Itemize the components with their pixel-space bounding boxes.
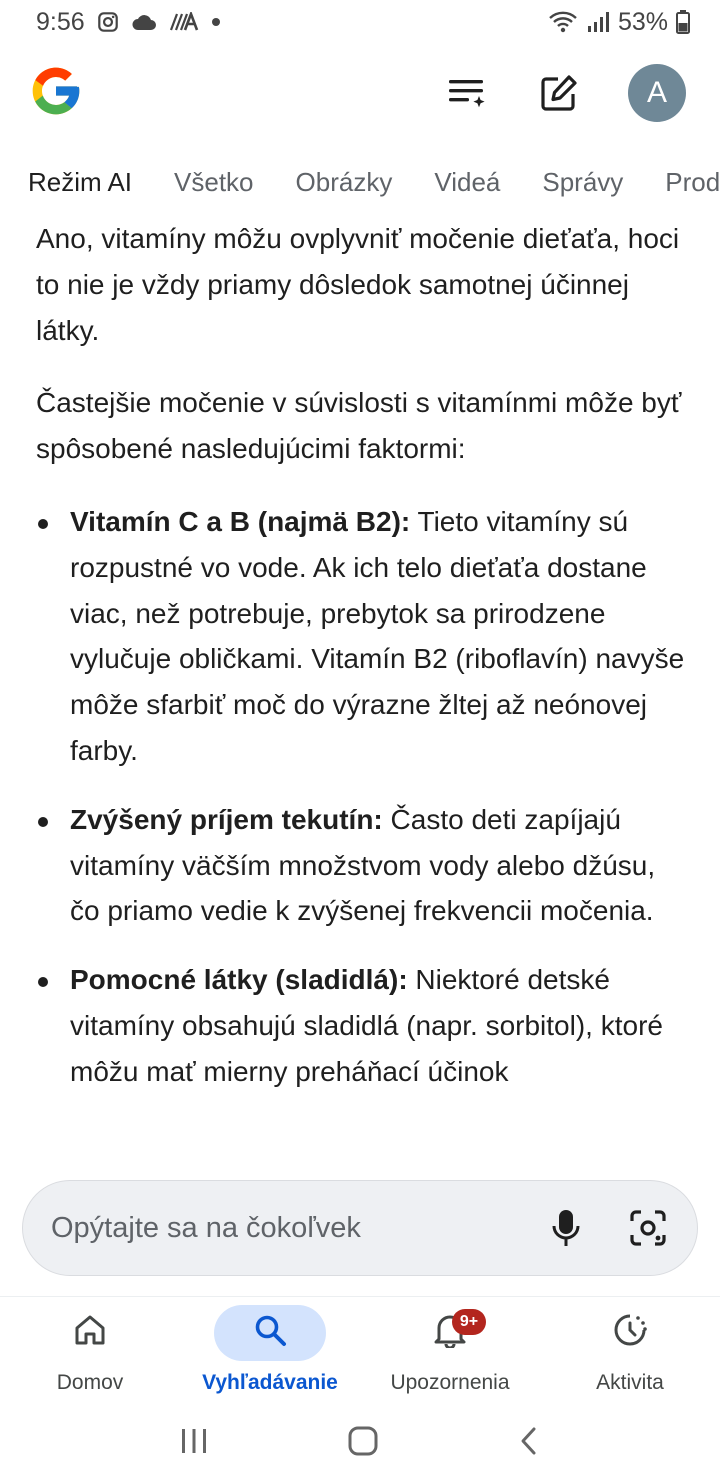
app-header xyxy=(0,58,720,128)
status-right xyxy=(548,8,690,37)
list-item xyxy=(36,797,686,934)
status-left xyxy=(36,8,221,37)
nav-activity-label: Aktivita xyxy=(596,1371,664,1394)
list-item-text: Niektoré detské vitamíny obsahujú sladidlá (napr. sorbitol), ktoré môžu mať mierny preháňací účinok xyxy=(70,964,663,1087)
list-item-text: Tieto vitamíny sú rozpustné vo vode. Ak ich telo dieťaťa dostane viac, než potrebuje, prebytok sa prirodzene vylučuje obličkami. Vitamín B2 (riboflavín) navyše môže sfarbiť moč do výrazne žltej až neónovej farby. xyxy=(70,505,685,766)
list-item xyxy=(36,957,686,1094)
answer-list xyxy=(36,499,686,1095)
tab-videos[interactable]: Videá xyxy=(434,166,501,197)
avatar[interactable]: A xyxy=(628,64,686,122)
system-navigation xyxy=(0,1406,720,1480)
nav-search-icon-wrap xyxy=(214,1305,326,1361)
nav-activity[interactable] xyxy=(540,1305,720,1401)
dot-icon xyxy=(211,17,221,27)
battery-percent: 53% xyxy=(617,7,668,36)
battery-icon xyxy=(676,10,690,34)
list-item-title: Vitamín C a B (najmä B2): xyxy=(70,505,411,537)
search-tabs xyxy=(28,160,720,204)
list-item-title: Pomocné látky (sladidlá): xyxy=(70,964,408,996)
ai-answer xyxy=(36,216,686,1154)
ask-box xyxy=(22,1180,698,1276)
nav-home[interactable] xyxy=(0,1305,180,1401)
nav-home-icon-wrap xyxy=(34,1305,146,1361)
tab-news[interactable]: Správy xyxy=(542,166,624,197)
home-button-icon[interactable] xyxy=(347,1425,379,1462)
wifi-icon xyxy=(548,10,578,34)
tab-images[interactable]: Obrázky xyxy=(295,166,393,197)
list-item-text: Často deti zapíjajú vitamíny väčším množstvom vody alebo džúsu, čo priamo vedie k zvýšenej frekvencii močenia. xyxy=(70,803,656,927)
notification-badge: 9+ xyxy=(452,1309,486,1335)
ask-tools xyxy=(543,1205,671,1251)
nav-notifications[interactable] xyxy=(360,1305,540,1401)
nav-home-label: Domov xyxy=(56,1371,124,1394)
list-item-title: Zvýšený príjem tekutín: xyxy=(70,803,383,835)
search-icon xyxy=(253,1313,287,1353)
tab-ai-mode[interactable]: Režim AI xyxy=(28,166,133,197)
answer-paragraph: Ano, vitamíny môžu ovplyvniť močenie dieťaťa, hoci to nie je vždy priamy dôsledok samotnej účinnej látky. xyxy=(36,223,680,346)
home-icon xyxy=(73,1313,107,1353)
back-icon[interactable] xyxy=(517,1426,541,1461)
tab-products[interactable]: Prod xyxy=(665,166,720,197)
nav-search[interactable] xyxy=(180,1305,360,1401)
nav-activity-icon-wrap xyxy=(574,1305,686,1361)
tab-all[interactable]: Všetko xyxy=(174,166,254,197)
activity-icon xyxy=(612,1312,648,1354)
nav-search-label: Vyhľadávanie xyxy=(202,1371,338,1394)
list-item xyxy=(36,499,686,774)
ai-history-icon[interactable] xyxy=(444,70,490,116)
instagram-icon xyxy=(97,11,119,33)
signal-icon xyxy=(586,10,610,34)
bottom-navigation xyxy=(0,1296,720,1406)
new-chat-icon[interactable] xyxy=(536,70,582,116)
cloud-icon xyxy=(131,12,157,32)
ask-input[interactable] xyxy=(51,1212,543,1245)
google-logo[interactable] xyxy=(28,63,84,124)
recent-apps-icon[interactable] xyxy=(179,1427,209,1460)
nav-notifications-icon-wrap xyxy=(394,1305,506,1361)
nav-notifications-label: Upozornenia xyxy=(390,1371,510,1394)
status-time: 9:56 xyxy=(36,7,85,36)
header-actions xyxy=(444,64,686,122)
carrier-icon xyxy=(169,12,199,32)
answer-paragraph: Častejšie močenie v súvislosti s vitamínmi môže byť spôsobené nasledujúcimi faktormi: xyxy=(36,387,682,465)
status-bar xyxy=(0,0,720,44)
microphone-icon[interactable] xyxy=(543,1205,589,1251)
google-lens-icon[interactable] xyxy=(625,1205,671,1251)
